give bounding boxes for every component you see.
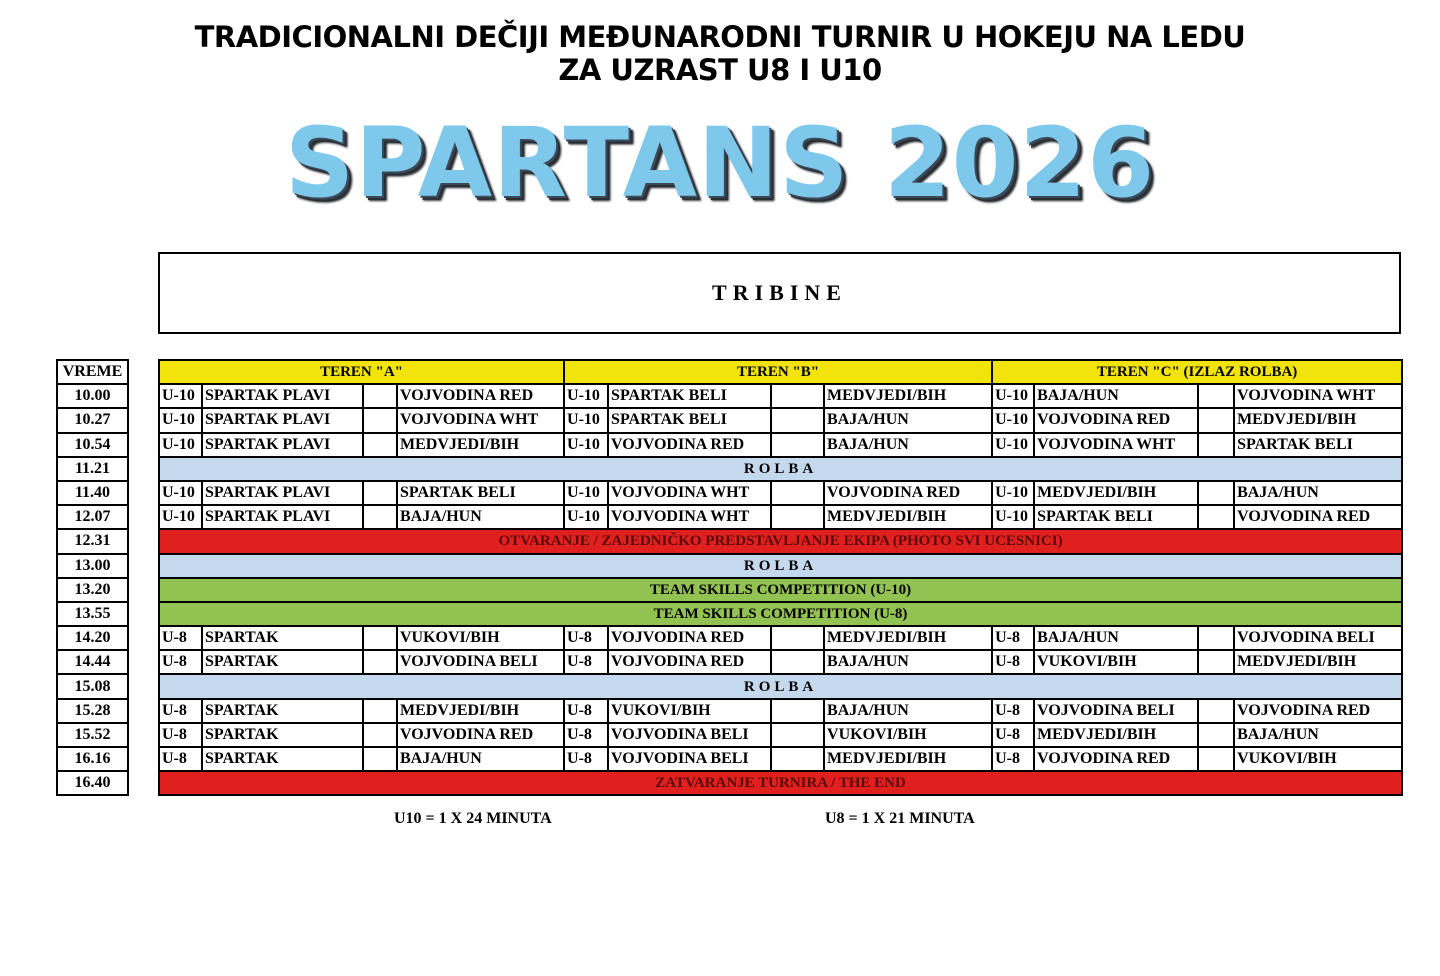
score-cell bbox=[1198, 699, 1234, 723]
home-team-cell: SPARTAK BELI bbox=[1034, 505, 1198, 529]
score-cell bbox=[771, 626, 824, 650]
time-cell: 13.55 bbox=[57, 602, 128, 626]
category-cell: U-10 bbox=[564, 481, 608, 505]
match-row bbox=[159, 747, 1402, 771]
time-row bbox=[57, 457, 128, 481]
category-cell: U-10 bbox=[564, 433, 608, 457]
green-row bbox=[159, 578, 1402, 602]
score-cell bbox=[363, 505, 397, 529]
time-row bbox=[57, 360, 128, 384]
category-cell: U-8 bbox=[564, 699, 608, 723]
home-team-cell: VOJVODINA RED bbox=[608, 650, 771, 674]
time-cell: 13.00 bbox=[57, 554, 128, 578]
category-cell: U-10 bbox=[159, 505, 202, 529]
red-label: OTVARANJE / ZAJEDNIČKO PREDSTAVLJANJE EKIPA (PHOTO SVI UCESNICI) bbox=[159, 529, 1402, 553]
home-team-cell: SPARTAK BELI bbox=[608, 384, 771, 408]
home-team-cell: VOJVODINA RED bbox=[1034, 747, 1198, 771]
category-cell: U-10 bbox=[992, 384, 1034, 408]
match-row bbox=[159, 408, 1402, 432]
away-team-cell: VUKOVI/BIH bbox=[1234, 747, 1402, 771]
time-cell: 10.54 bbox=[57, 433, 128, 457]
score-cell bbox=[1198, 723, 1234, 747]
category-cell: U-8 bbox=[564, 747, 608, 771]
time-cell: 15.08 bbox=[57, 674, 128, 698]
score-cell bbox=[363, 626, 397, 650]
time-row bbox=[57, 481, 128, 505]
score-cell bbox=[1198, 626, 1234, 650]
time-cell: 16.16 bbox=[57, 747, 128, 771]
schedule-table bbox=[158, 359, 1403, 796]
score-cell bbox=[1198, 408, 1234, 432]
home-team-cell: SPARTAK PLAVI bbox=[202, 481, 363, 505]
score-cell bbox=[363, 433, 397, 457]
home-team-cell: MEDVJEDI/BIH bbox=[1034, 723, 1198, 747]
time-cell: 12.31 bbox=[57, 529, 128, 553]
away-team-cell: MEDVJEDI/BIH bbox=[397, 699, 564, 723]
time-cell: 15.52 bbox=[57, 723, 128, 747]
category-cell: U-8 bbox=[992, 626, 1034, 650]
away-team-cell: BAJA/HUN bbox=[397, 747, 564, 771]
score-cell bbox=[771, 747, 824, 771]
away-team-cell: BAJA/HUN bbox=[397, 505, 564, 529]
away-team-cell: SPARTAK BELI bbox=[1234, 433, 1402, 457]
match-row bbox=[159, 505, 1402, 529]
home-team-cell: SPARTAK PLAVI bbox=[202, 505, 363, 529]
time-cell: 14.20 bbox=[57, 626, 128, 650]
field-b-header: TEREN "B" bbox=[564, 360, 992, 384]
home-team-cell: VUKOVI/BIH bbox=[1034, 650, 1198, 674]
category-cell: U-10 bbox=[992, 481, 1034, 505]
home-team-cell: SPARTAK BELI bbox=[608, 408, 771, 432]
field-a-header: TEREN "A" bbox=[159, 360, 564, 384]
home-team-cell: VOJVODINA WHT bbox=[1034, 433, 1198, 457]
time-cell: 14.44 bbox=[57, 650, 128, 674]
away-team-cell: MEDVJEDI/BIH bbox=[824, 626, 992, 650]
rolba-row bbox=[159, 457, 1402, 481]
score-cell bbox=[1198, 505, 1234, 529]
green-row bbox=[159, 602, 1402, 626]
time-row bbox=[57, 674, 128, 698]
home-team-cell: VUKOVI/BIH bbox=[608, 699, 771, 723]
home-team-cell: SPARTAK bbox=[202, 650, 363, 674]
time-row bbox=[57, 626, 128, 650]
time-row bbox=[57, 723, 128, 747]
score-cell bbox=[771, 723, 824, 747]
category-cell: U-8 bbox=[159, 723, 202, 747]
time-row bbox=[57, 408, 128, 432]
rolba-label: ROLBA bbox=[159, 674, 1402, 698]
away-team-cell: MEDVJEDI/BIH bbox=[1234, 650, 1402, 674]
away-team-cell: VOJVODINA BELI bbox=[397, 650, 564, 674]
match-row bbox=[159, 650, 1402, 674]
time-row bbox=[57, 433, 128, 457]
away-team-cell: BAJA/HUN bbox=[824, 699, 992, 723]
match-row bbox=[159, 723, 1402, 747]
tribine-label: TRIBINE bbox=[712, 280, 847, 305]
red-label: ZATVARANJE TURNIRA / THE END bbox=[159, 771, 1402, 795]
category-cell: U-10 bbox=[159, 408, 202, 432]
time-cell: 16.40 bbox=[57, 771, 128, 795]
score-cell bbox=[1198, 650, 1234, 674]
home-team-cell: VOJVODINA BELI bbox=[1034, 699, 1198, 723]
category-cell: U-8 bbox=[159, 650, 202, 674]
time-cell: 10.00 bbox=[57, 384, 128, 408]
green-label: TEAM SKILLS COMPETITION (U-8) bbox=[159, 602, 1402, 626]
category-cell: U-10 bbox=[564, 505, 608, 529]
score-cell bbox=[771, 481, 824, 505]
home-team-cell: MEDVJEDI/BIH bbox=[1034, 481, 1198, 505]
score-cell bbox=[363, 723, 397, 747]
category-cell: U-8 bbox=[159, 699, 202, 723]
home-team-cell: BAJA/HUN bbox=[1034, 626, 1198, 650]
away-team-cell: VOJVODINA RED bbox=[1234, 505, 1402, 529]
score-cell bbox=[363, 650, 397, 674]
time-cell: 11.21 bbox=[57, 457, 128, 481]
time-row bbox=[57, 529, 128, 553]
category-cell: U-10 bbox=[159, 384, 202, 408]
away-team-cell: VOJVODINA BELI bbox=[1234, 626, 1402, 650]
away-team-cell: VUKOVI/BIH bbox=[397, 626, 564, 650]
home-team-cell: SPARTAK PLAVI bbox=[202, 433, 363, 457]
category-cell: U-8 bbox=[564, 650, 608, 674]
home-team-cell: SPARTAK PLAVI bbox=[202, 408, 363, 432]
u10-duration-note: U10 = 1 X 24 MINUTA bbox=[394, 810, 552, 827]
rolba-row bbox=[159, 554, 1402, 578]
score-cell bbox=[771, 505, 824, 529]
category-cell: U-8 bbox=[992, 747, 1034, 771]
category-cell: U-8 bbox=[159, 626, 202, 650]
home-team-cell: VOJVODINA RED bbox=[1034, 408, 1198, 432]
home-team-cell: SPARTAK bbox=[202, 723, 363, 747]
score-cell bbox=[363, 481, 397, 505]
score-cell bbox=[1198, 433, 1234, 457]
away-team-cell: MEDVJEDI/BIH bbox=[1234, 408, 1402, 432]
category-cell: U-10 bbox=[992, 408, 1034, 432]
rolba-label: ROLBA bbox=[159, 554, 1402, 578]
match-row bbox=[159, 481, 1402, 505]
category-cell: U-8 bbox=[992, 723, 1034, 747]
time-row bbox=[57, 602, 128, 626]
category-cell: U-10 bbox=[159, 433, 202, 457]
category-cell: U-8 bbox=[564, 626, 608, 650]
home-team-cell: VOJVODINA BELI bbox=[608, 723, 771, 747]
score-cell bbox=[771, 384, 824, 408]
time-column bbox=[56, 359, 129, 796]
score-cell bbox=[771, 699, 824, 723]
score-cell bbox=[771, 408, 824, 432]
away-team-cell: BAJA/HUN bbox=[1234, 723, 1402, 747]
away-team-cell: BAJA/HUN bbox=[824, 433, 992, 457]
score-cell bbox=[363, 384, 397, 408]
away-team-cell: MEDVJEDI/BIH bbox=[824, 505, 992, 529]
time-row bbox=[57, 650, 128, 674]
away-team-cell: BAJA/HUN bbox=[824, 408, 992, 432]
time-row bbox=[57, 747, 128, 771]
field-c-header: TEREN "C" (IZLAZ ROLBA) bbox=[992, 360, 1402, 384]
category-cell: U-10 bbox=[564, 408, 608, 432]
time-row bbox=[57, 771, 128, 795]
away-team-cell: BAJA/HUN bbox=[824, 650, 992, 674]
home-team-cell: BAJA/HUN bbox=[1034, 384, 1198, 408]
time-cell: 15.28 bbox=[57, 699, 128, 723]
score-cell bbox=[363, 699, 397, 723]
away-team-cell: VOJVODINA RED bbox=[824, 481, 992, 505]
category-cell: U-10 bbox=[159, 481, 202, 505]
away-team-cell: VOJVODINA WHT bbox=[1234, 384, 1402, 408]
score-cell bbox=[363, 747, 397, 771]
away-team-cell: VOJVODINA RED bbox=[1234, 699, 1402, 723]
home-team-cell: VOJVODINA WHT bbox=[608, 481, 771, 505]
away-team-cell: MEDVJEDI/BIH bbox=[824, 747, 992, 771]
time-cell: 12.07 bbox=[57, 505, 128, 529]
category-cell: U-8 bbox=[564, 723, 608, 747]
home-team-cell: SPARTAK bbox=[202, 626, 363, 650]
category-cell: U-8 bbox=[992, 699, 1034, 723]
time-row bbox=[57, 384, 128, 408]
category-cell: U-10 bbox=[564, 384, 608, 408]
score-cell bbox=[771, 650, 824, 674]
time-row bbox=[57, 578, 128, 602]
match-row bbox=[159, 699, 1402, 723]
time-row bbox=[57, 554, 128, 578]
title-line-1: TRADICIONALNI DEČIJI MEĐUNARODNI TURNIR U HOKEJU NA LEDU bbox=[194, 20, 1246, 54]
home-team-cell: SPARTAK PLAVI bbox=[202, 384, 363, 408]
home-team-cell: VOJVODINA RED bbox=[608, 626, 771, 650]
tribine-box bbox=[158, 252, 1401, 334]
category-cell: U-8 bbox=[992, 650, 1034, 674]
away-team-cell: BAJA/HUN bbox=[1234, 481, 1402, 505]
time-cell: 11.40 bbox=[57, 481, 128, 505]
category-cell: U-8 bbox=[159, 747, 202, 771]
match-row bbox=[159, 433, 1402, 457]
away-team-cell: VOJVODINA RED bbox=[397, 384, 564, 408]
spartans-logo: SPARTANS 2026 bbox=[284, 107, 1155, 219]
category-cell: U-10 bbox=[992, 505, 1034, 529]
score-cell bbox=[363, 408, 397, 432]
time-cell: 10.27 bbox=[57, 408, 128, 432]
field-header-row bbox=[159, 360, 1402, 384]
score-cell bbox=[1198, 384, 1234, 408]
green-label: TEAM SKILLS COMPETITION (U-10) bbox=[159, 578, 1402, 602]
away-team-cell: MEDVJEDI/BIH bbox=[824, 384, 992, 408]
time-row bbox=[57, 699, 128, 723]
away-team-cell: VOJVODINA RED bbox=[397, 723, 564, 747]
score-cell bbox=[1198, 481, 1234, 505]
score-cell bbox=[1198, 747, 1234, 771]
category-cell: U-10 bbox=[992, 433, 1034, 457]
time-cell: 13.20 bbox=[57, 578, 128, 602]
home-team-cell: SPARTAK bbox=[202, 699, 363, 723]
title-line-2: ZA UZRAST U8 I U10 bbox=[558, 53, 882, 87]
red-row bbox=[159, 771, 1402, 795]
time-header: VREME bbox=[57, 360, 128, 384]
home-team-cell: VOJVODINA RED bbox=[608, 433, 771, 457]
score-cell bbox=[771, 433, 824, 457]
rolba-row bbox=[159, 674, 1402, 698]
u8-duration-note: U8 = 1 X 21 MINUTA bbox=[825, 810, 975, 827]
match-row bbox=[159, 384, 1402, 408]
away-team-cell: SPARTAK BELI bbox=[397, 481, 564, 505]
away-team-cell: VOJVODINA WHT bbox=[397, 408, 564, 432]
home-team-cell: VOJVODINA WHT bbox=[608, 505, 771, 529]
home-team-cell: SPARTAK bbox=[202, 747, 363, 771]
away-team-cell: MEDVJEDI/BIH bbox=[397, 433, 564, 457]
red-row bbox=[159, 529, 1402, 553]
home-team-cell: VOJVODINA BELI bbox=[608, 747, 771, 771]
match-row bbox=[159, 626, 1402, 650]
time-row bbox=[57, 505, 128, 529]
away-team-cell: VUKOVI/BIH bbox=[824, 723, 992, 747]
rolba-label: ROLBA bbox=[159, 457, 1402, 481]
